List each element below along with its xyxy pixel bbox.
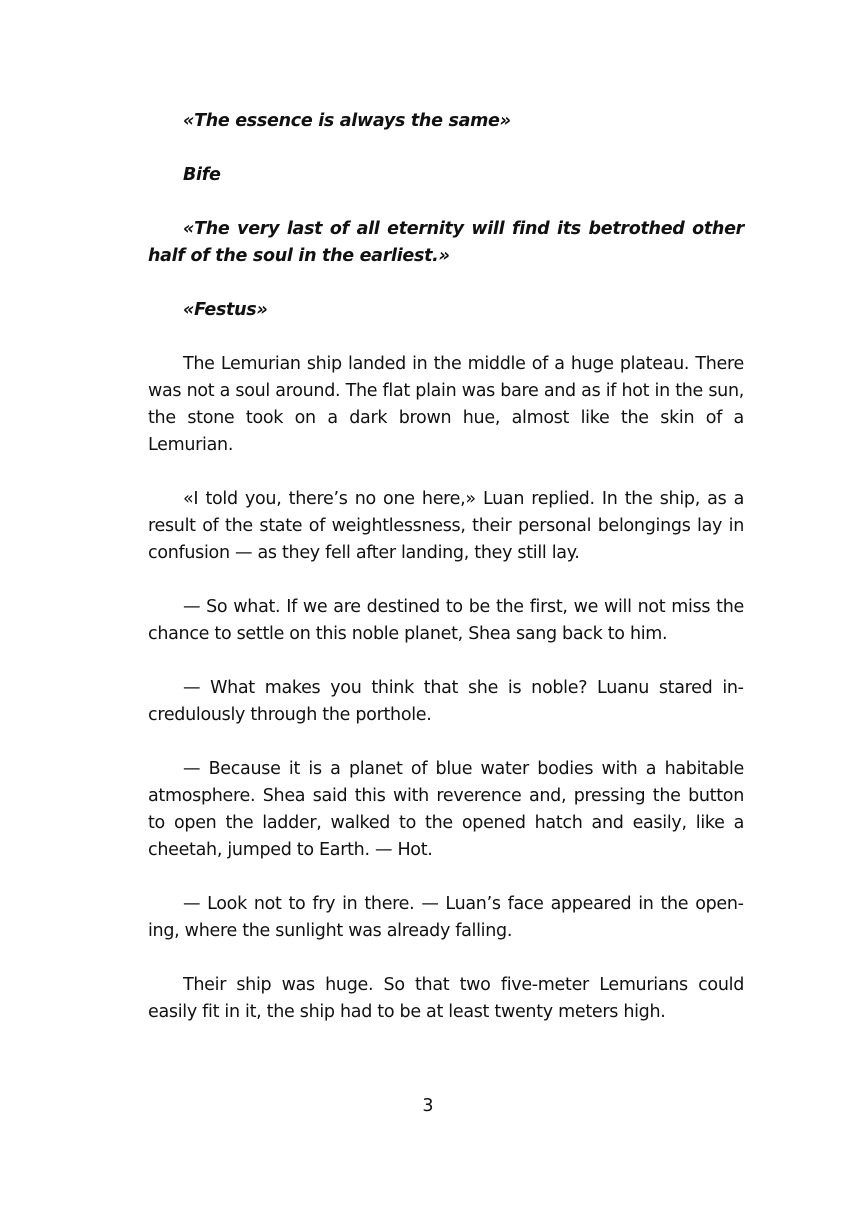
epigraph-quote: «The essence is always the same» [183, 111, 511, 131]
body-paragraph: — Look not to fry in there. — Luan’s face appeared in the opening, where the sunlight was already falling. [148, 894, 744, 941]
page-body [148, 108, 744, 1026]
body-paragraph: «I told you, there’s no one here,» Luan replied. In the ship, as a result of the state of weightlessness, their personal belongings lay in confusion — as they fell after landing, they still lay. [148, 489, 744, 563]
body-paragraph: — Because it is a planet of blue water bodies with a habitable atmosphere. Shea said this with reverence and, pressing the button to open the ladder, walked to the opened hatch and easily, like a cheetah, jumped to Earth. — Hot. [148, 759, 744, 860]
body-paragraph: The Lemurian ship landed in the middle of a huge plateau. There was not a soul around. The flat plain was bare and as if hot in the sun, the stone took on a dark brown hue, almost like the skin of a Lemurian. [148, 354, 744, 455]
epigraph-author: «Festus» [183, 300, 268, 320]
body-paragraph: — So what. If we are destined to be the first, we will not miss the chance to settle on this noble planet, Shea sang back to him. [148, 597, 744, 644]
body-paragraph: — What makes you think that she is noble? Luanu stared incredulously through the porthole. [148, 678, 744, 725]
epigraph-author: Bife [183, 165, 221, 185]
body-paragraph: Their ship was huge. So that two five-meter Lemurians could easily fit in it, the ship had to be at least twenty meters high. [148, 975, 744, 1022]
page-number: 3 [422, 1096, 434, 1116]
epigraph-quote: «The very last of all eternity will find its betrothed other half of the soul in the earliest.» [148, 219, 744, 266]
